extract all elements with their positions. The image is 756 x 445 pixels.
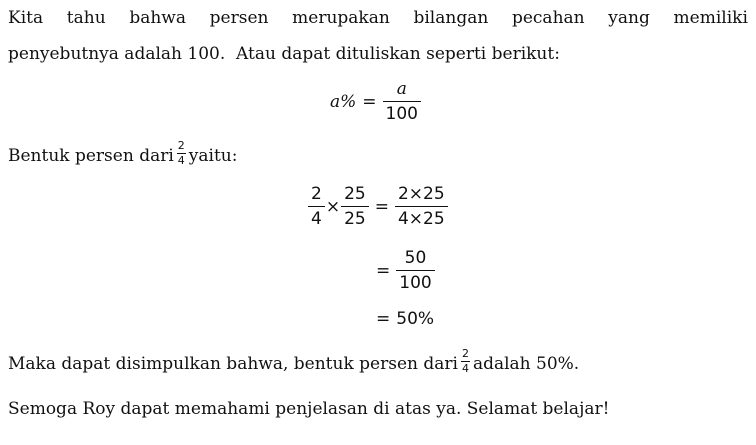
- inline-fraction: [177, 140, 186, 167]
- fraction-numerator: 2×25: [397, 184, 445, 204]
- paragraph-3-text-before: Maka dapat disimpulkan bahwa, bentuk persen dari: [8, 353, 458, 374]
- paragraph-2-text-before: Bentuk persen dari: [8, 145, 174, 166]
- paragraph-2: [8, 139, 238, 169]
- word: pecahan: [511, 8, 585, 28]
- fraction-denominator: 100: [383, 101, 421, 124]
- fraction-numerator: 50: [404, 248, 427, 268]
- fraction-denominator: 100: [396, 270, 434, 293]
- equals-sign: =: [376, 260, 391, 281]
- paragraph-2-text-after: yaitu:: [188, 145, 238, 166]
- word: Kita: [8, 8, 44, 28]
- calculation-result: 50%: [396, 309, 435, 329]
- paragraph-3: [8, 347, 580, 377]
- fraction-product: [395, 184, 448, 229]
- calculation-step-1: [308, 184, 448, 229]
- paragraph-1-line-2: penyebutnya adalah 100. Atau dapat dituliskan seperti berikut:: [8, 44, 560, 64]
- fraction-25-over-25: [341, 184, 369, 229]
- equals-sign: =: [374, 196, 389, 217]
- fraction-numerator: 25: [344, 184, 366, 204]
- inline-fraction-numerator: 2: [461, 347, 469, 360]
- word: yang: [608, 8, 650, 28]
- fraction-a-over-100: [383, 79, 421, 124]
- inline-fraction-denominator: 4: [177, 154, 185, 167]
- fraction-denominator: 4: [308, 206, 325, 229]
- fraction-denominator: 4×25: [395, 206, 448, 229]
- inline-fraction-denominator: 4: [461, 362, 469, 375]
- fraction-50-over-100: [396, 248, 434, 293]
- word: merupakan: [292, 8, 390, 28]
- word: bilangan: [413, 8, 489, 28]
- word: memiliki: [673, 8, 748, 28]
- calculation-step-2: [370, 248, 435, 293]
- paragraph-1-line-1: [8, 7, 748, 29]
- equals-sign: =: [376, 309, 391, 329]
- word: persen: [209, 8, 269, 28]
- inline-fraction-numerator: 2: [177, 139, 185, 152]
- paragraph-4: Semoga Roy dapat memahami penjelasan di atas ya. Selamat belajar!: [8, 399, 610, 419]
- formula-lhs: a%: [330, 91, 357, 112]
- calculation-step-3: [370, 309, 434, 329]
- paragraph-3-text-after: adalah 50%.: [472, 353, 580, 374]
- times-sign: ×: [325, 196, 341, 217]
- fraction-numerator: 2: [311, 184, 322, 204]
- fraction-denominator: 25: [341, 206, 369, 229]
- equals-sign: =: [362, 91, 377, 112]
- word: tahu: [66, 8, 106, 28]
- fraction-numerator: a: [396, 79, 407, 99]
- fraction-2-over-4: [308, 184, 325, 229]
- word: bahwa: [129, 8, 186, 28]
- percent-definition-formula: [330, 79, 421, 124]
- inline-fraction: [461, 348, 470, 375]
